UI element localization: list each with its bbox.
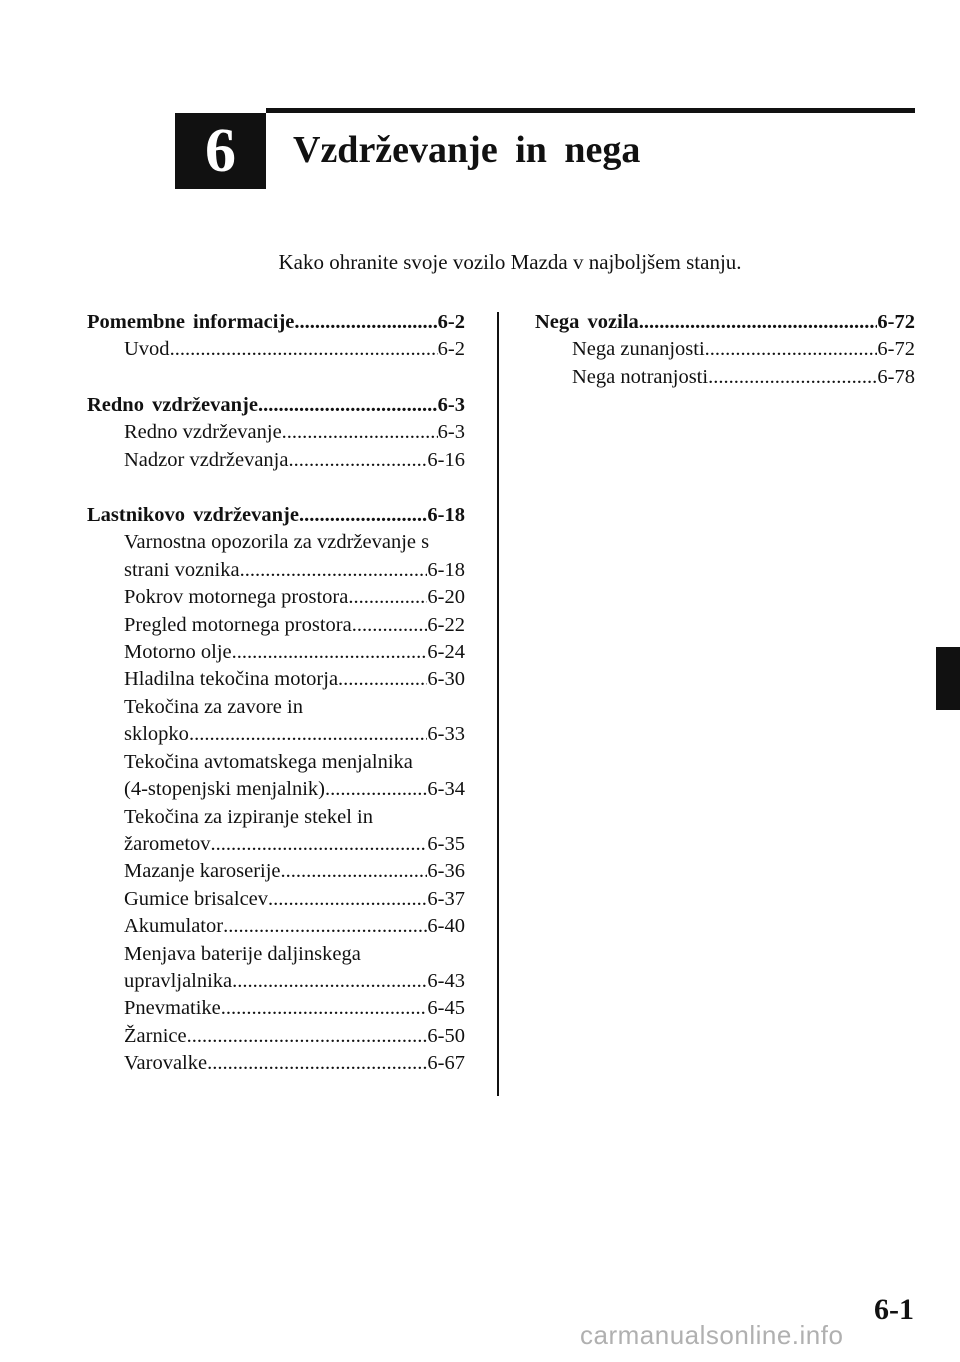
toc-item-label: Nega zunanjosti [572,338,705,361]
toc-item-entry[interactable] [87,447,465,474]
toc-item-page: 6-16 [427,448,465,471]
toc-item-entry[interactable] [87,858,465,885]
toc-item-page: 6-20 [427,586,465,609]
toc-item-entry[interactable] [87,776,465,803]
toc-section-entry[interactable] [87,309,465,336]
toc-leader-dots [288,447,427,474]
toc-section [535,309,915,391]
toc-item-line: Tekočina za zavore in [124,695,303,718]
toc-section-entry[interactable] [535,309,915,336]
toc-leader-dots [170,336,438,363]
toc-leader-dots [189,721,427,748]
toc-item-label: Uvod [124,338,170,361]
toc-item-page: 6-78 [877,365,915,388]
toc-leader-dots [232,639,428,666]
toc-leader-dots [708,364,877,391]
header-rule [266,108,915,113]
toc-item-entry[interactable] [87,666,465,693]
toc-item-label: Varovalke [124,1052,208,1075]
toc-item-entry[interactable] [87,831,465,858]
toc-item-page: 6-30 [427,668,465,691]
toc-item-page: 6-18 [427,558,465,581]
toc-section-page: 6-72 [877,311,915,333]
toc-item-page: 6-24 [427,641,465,664]
toc-item-line: Menjava baterije daljinskega [124,942,361,965]
toc-item-page: 6-45 [427,997,465,1020]
toc-item-entry[interactable] [87,639,465,666]
toc-leader-dots [348,584,427,611]
toc-item-line: Tekočina za izpiranje stekel in [124,805,374,828]
toc-item-entry[interactable] [87,968,465,995]
toc-item-label: Redno vzdrževanje [124,421,282,444]
toc-item-label: upravljalnika [124,969,233,992]
toc-item-entry[interactable] [87,886,465,913]
toc-item-label: sklopko [124,723,189,746]
chapter-title: Vzdrževanje in nega [293,129,641,171]
toc-section-title: Pomembne informacije [87,311,295,333]
toc-section-title: Redno vzdrževanje [87,393,258,416]
toc-item-page: 6-36 [427,860,465,883]
toc-leader-dots [281,858,428,885]
toc-leader-dots [299,502,427,529]
toc-item-line: Varnostna opozorila za vzdrževanje s [124,531,430,554]
toc-item-entry[interactable] [87,419,465,446]
toc-leader-dots [187,1023,428,1050]
toc-item-entry[interactable] [87,1050,465,1077]
toc-item-page: 6-22 [427,613,465,636]
toc-section [87,502,465,1078]
chapter-subtitle: Kako ohranite svoje vozilo Mazda v najboljšem stanju. [278,250,742,274]
column-divider [497,312,499,1096]
toc-leader-dots [211,831,428,858]
watermark: carmanualsonline.info [580,1320,844,1350]
toc-leader-dots [223,913,427,940]
toc-item-page: 6-34 [427,778,465,801]
toc-leader-dots [352,612,428,639]
toc-item-page: 6-67 [427,1052,465,1075]
toc-item-entry[interactable] [87,612,465,639]
toc-section [87,309,465,364]
toc-item-entry[interactable] [87,721,465,748]
toc-section-page: 6-3 [437,393,465,416]
toc-left-column [87,309,465,1106]
toc-leader-dots [232,968,427,995]
toc-item-label: Akumulator [124,915,224,938]
toc-leader-dots [282,419,438,446]
toc-item-label: Nadzor vzdrževanja [124,448,289,471]
toc-item-entry[interactable] [535,364,915,391]
toc-item-label: Nega notranjosti [572,365,709,388]
toc-item-entry[interactable] [87,995,465,1022]
toc-leader-dots [325,776,427,803]
toc-section-entry[interactable] [87,392,465,419]
toc-section [87,392,465,474]
toc-item-page: 6-33 [427,723,465,746]
toc-item-page: 6-72 [877,338,915,361]
toc-section-title: Lastnikovo vzdrževanje [87,504,299,527]
toc-leader-dots [338,666,427,693]
chapter-thumb-tab [936,647,960,710]
chapter-number: 6 [205,117,236,185]
toc-item-label: (4-stopenjski menjalnik) [124,778,325,801]
toc-item-label: žarometov [124,832,211,855]
toc-item-label: Gumice brisalcev [124,887,269,910]
toc-item-entry[interactable] [535,336,915,363]
toc-item-entry[interactable] [87,1023,465,1050]
toc-item-label: strani voznika [124,558,240,581]
toc-item-page: 6-37 [427,887,465,910]
toc-item-page: 6-2 [437,338,465,361]
toc-item-line: Tekočina avtomatskega menjalnika [124,750,413,773]
toc-leader-dots [639,309,878,336]
toc-item-entry[interactable] [87,913,465,940]
toc-section-page: 6-18 [427,504,465,527]
toc-leader-dots [705,336,878,363]
page-number: 6-1 [874,1293,914,1326]
toc-item-label: Motorno olje [124,641,232,664]
toc-item-page: 6-50 [427,1024,465,1047]
toc-item-label: Pnevmatike [124,997,221,1020]
toc-item-label: Mazanje karoserije [124,860,281,883]
toc-leader-dots [268,886,427,913]
toc-leader-dots [294,309,437,336]
toc-item-page: 6-35 [427,832,465,855]
toc-leader-dots [221,995,428,1022]
toc-item-page: 6-3 [437,421,465,444]
toc-item-label: Žarnice [124,1024,187,1047]
toc-section-page: 6-2 [437,311,465,333]
toc-item-entry[interactable] [87,557,465,584]
toc-item-label: Pokrov motornega prostora [124,586,349,609]
toc-section-entry[interactable] [87,502,465,529]
toc-section-title: Nega vozila [535,311,639,333]
toc-right-column [535,309,915,419]
toc-item-entry[interactable] [87,336,465,363]
toc-item-entry[interactable] [87,584,465,611]
toc-item-label: Pregled motornega prostora [124,613,352,636]
chapter-number-box [175,113,266,189]
toc-leader-dots [240,557,428,584]
toc-leader-dots [258,392,438,419]
toc-item-page: 6-40 [427,915,465,938]
toc-leader-dots [207,1050,427,1077]
toc-item-page: 6-43 [427,969,465,992]
toc-item-label: Hladilna tekočina motorja [124,668,339,691]
